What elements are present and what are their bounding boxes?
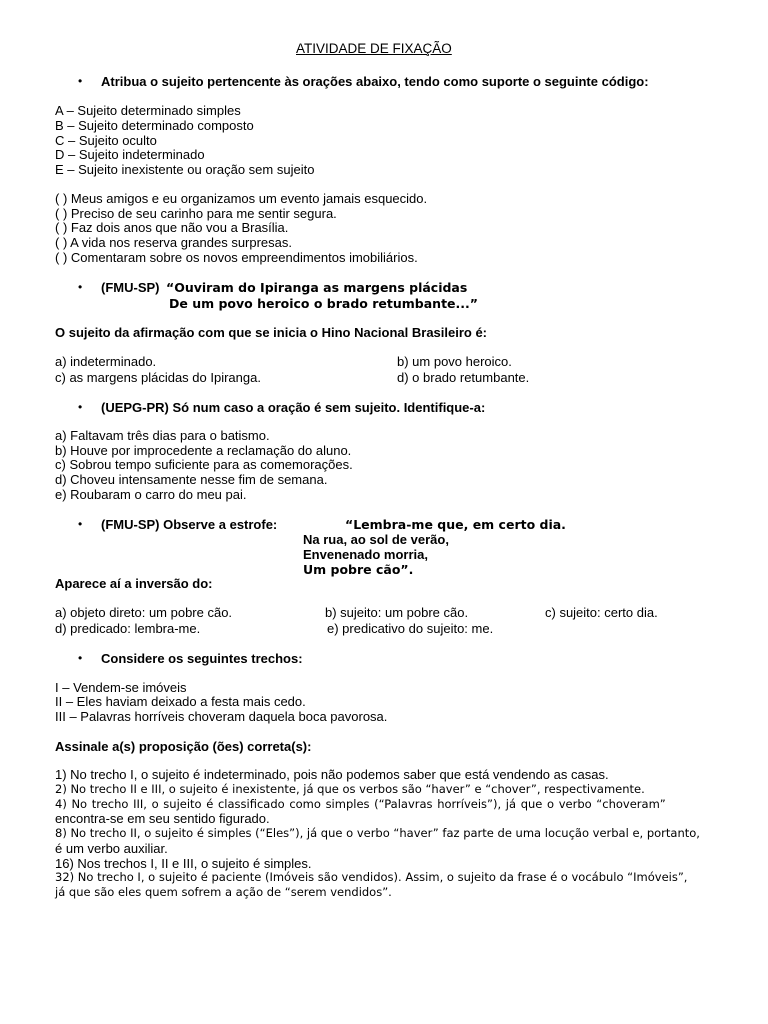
proposition-2: 2) No trecho II e III, o sujeito é inexistente, já que os verbos são “haver” e “chover”, respectivamente. [55, 782, 645, 796]
q4-option: c) sujeito: certo dia. [545, 605, 658, 620]
bullet-icon: • [78, 651, 83, 665]
code-line: A – Sujeito determinado simples [55, 103, 241, 118]
q5-excerpt: I – Vendem-se imóveis [55, 680, 187, 695]
q2-option: b) um povo heroico. [397, 354, 512, 369]
page-title: ATIVIDADE DE FIXAÇÃO [296, 41, 452, 56]
code-line: E – Sujeito inexistente ou oração sem sujeito [55, 162, 315, 177]
q1-instruction: Atribua o sujeito pertencente às orações abaixo, tendo como suporte o seguinte código: [101, 74, 649, 89]
bullet-icon: • [78, 400, 83, 414]
q4-verse: Na rua, ao sol de verão, [303, 532, 449, 547]
proposition-1: 1) No trecho I, o sujeito é indeterminado, pois não podemos saber que está vendendo as casas. [55, 767, 609, 782]
q5-excerpt: III – Palavras horríveis choveram daquela boca pavorosa. [55, 709, 388, 724]
q2-option: a) indeterminado. [55, 354, 157, 369]
q4-option: d) predicado: lembra-me. [55, 621, 201, 636]
sentence-item: ( ) A vida nos reserva grandes surpresas. [55, 235, 293, 250]
q3-option: e) Roubaram o carro do meu pai. [55, 487, 247, 502]
q3-heading: (UEPG-PR) Só num caso a oração é sem sujeito. Identifique-a: [101, 400, 486, 415]
q4-verse: “Lembra-me que, em certo dia. [345, 517, 566, 532]
code-line: B – Sujeito determinado composto [55, 118, 254, 133]
q4-verse: Envenenado morria, [303, 547, 428, 562]
q4-verse: Um pobre cão”. [303, 562, 414, 577]
bullet-icon: • [78, 74, 83, 88]
sentence-item: ( ) Faz dois anos que não vou a Brasília. [55, 220, 289, 235]
bullet-icon: • [78, 517, 83, 531]
proposition-16: 16) Nos trechos I, II e III, o sujeito é simples. [55, 856, 312, 871]
q2-option: d) o brado retumbante. [397, 370, 530, 385]
q4-option: b) sujeito: um pobre cão. [325, 605, 469, 620]
q3-option: c) Sobrou tempo suficiente para as comemorações. [55, 457, 353, 472]
q3-option: b) Houve por improcedente a reclamação do aluno. [55, 443, 352, 458]
q3-option: a) Faltavam três dias para o batismo. [55, 428, 270, 443]
q2-option: c) as margens plácidas do Ipiranga. [55, 370, 261, 385]
q2-source: (FMU-SP) [101, 280, 160, 295]
proposition-4: 4) No trecho III, o sujeito é classificado como simples (“Palavras horríveis”), já que o verbo “choveram” [55, 797, 666, 811]
q5-question: Assinale a(s) proposição (ões) correta(s): [55, 739, 312, 754]
q2-verse-2: De um povo heroico o brado retumbante...” [169, 296, 478, 311]
q2-question: O sujeito da afirmação com que se inicia o Hino Nacional Brasileiro é: [55, 325, 488, 340]
sentence-item: ( ) Preciso de seu carinho para me sentir segura. [55, 206, 337, 221]
q4-option: a) objeto direto: um pobre cão. [55, 605, 233, 620]
code-line: C – Sujeito oculto [55, 133, 157, 148]
q4-heading: (FMU-SP) Observe a estrofe: [101, 517, 278, 532]
sentence-item: ( ) Meus amigos e eu organizamos um evento jamais esquecido. [55, 191, 428, 206]
sentence-item: ( ) Comentaram sobre os novos empreendimentos imobiliários. [55, 250, 418, 265]
proposition-4-cont: encontra-se em seu sentido figurado. [55, 811, 270, 826]
proposition-32-cont: já que são eles quem sofrem a ação de “serem vendidos”. [55, 885, 392, 899]
proposition-8-cont: é um verbo auxiliar. [55, 841, 168, 856]
q4-question: Aparece aí a inversão do: [55, 576, 213, 591]
code-line: D – Sujeito indeterminado [55, 147, 205, 162]
q4-option: e) predicativo do sujeito: me. [327, 621, 494, 636]
proposition-8: 8) No trecho II, o sujeito é simples (“Eles”), já que o verbo “haver” faz parte de uma locução verbal e, portanto, [55, 826, 700, 840]
proposition-32: 32) No trecho I, o sujeito é paciente (Imóveis são vendidos). Assim, o sujeito da frase é o vocábulo “Imóveis”, [55, 870, 688, 884]
bullet-icon: • [78, 280, 83, 294]
q2-verse-1: “Ouviram do Ipiranga as margens plácidas [166, 280, 468, 295]
q3-option: d) Choveu intensamente nesse fim de semana. [55, 472, 328, 487]
q5-heading: Considere os seguintes trechos: [101, 651, 303, 666]
q5-excerpt: II – Eles haviam deixado a festa mais cedo. [55, 694, 306, 709]
